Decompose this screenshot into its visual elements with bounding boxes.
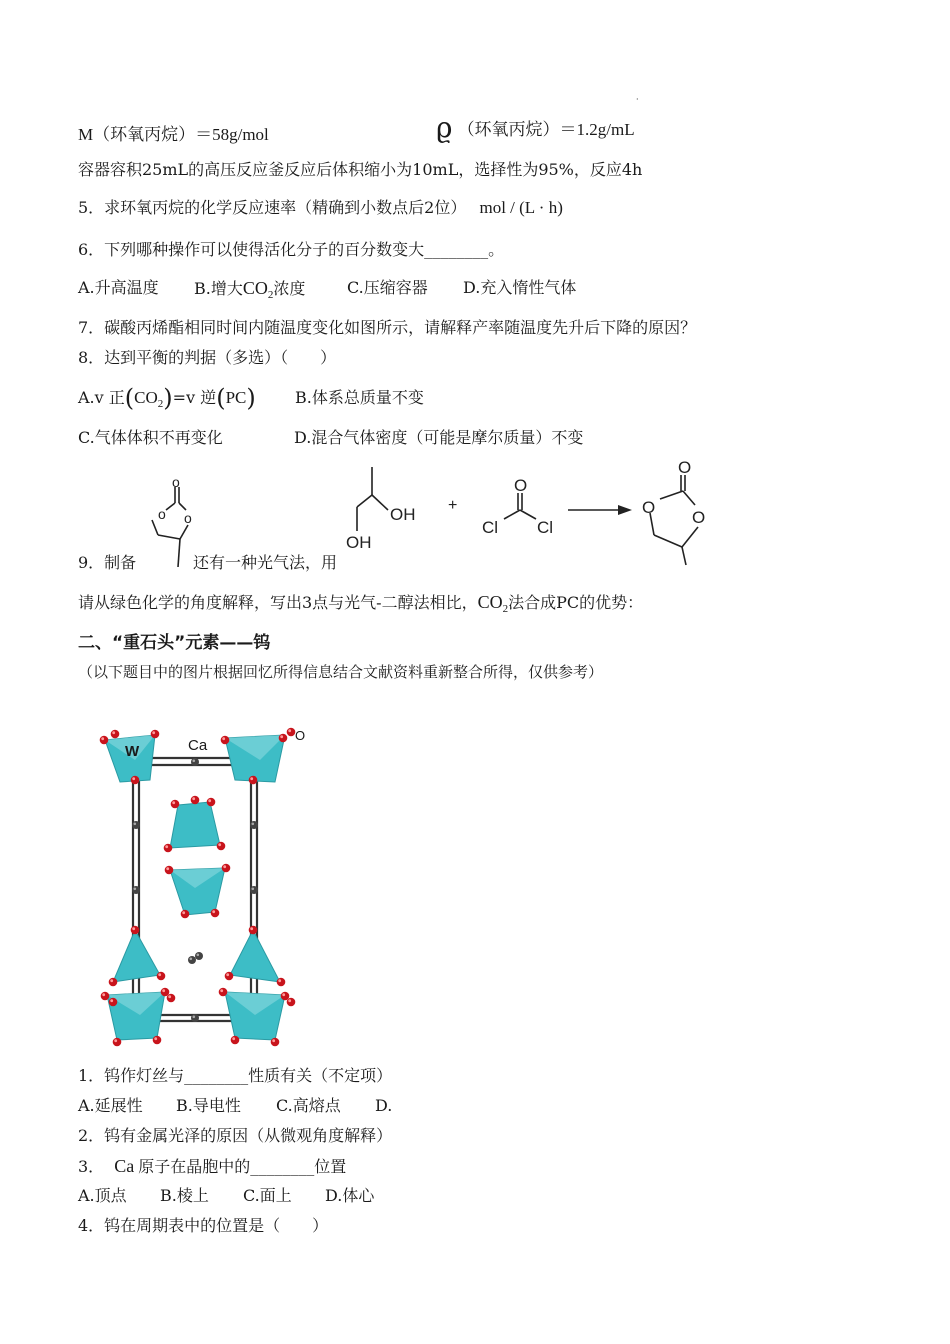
s2-q1-option-b: B.导电性	[176, 1096, 241, 1115]
paren-open-2: (	[216, 384, 226, 412]
q6-option-b-co: CO	[242, 278, 268, 298]
glycol-structure	[357, 467, 388, 531]
crystal-cell-figure	[95, 720, 310, 1055]
density-line	[436, 111, 635, 144]
q8-option-a	[78, 384, 256, 414]
q6-option-a: A.升高温度	[78, 278, 159, 297]
q8-option-a-pre: A.v 正	[78, 388, 125, 407]
q9-followup-pre: 请从绿色化学的角度解释，写出3点与光气-二醇法相比，	[78, 593, 478, 612]
question-8: 8．达到平衡的判据（多选）（ ）	[78, 348, 337, 367]
s2-q1-option-d: D.	[375, 1096, 393, 1115]
s2-q3-option-c: C.面上	[243, 1186, 292, 1205]
o-label: O	[295, 728, 306, 743]
density-text: （环氧丙烷）＝1.2g/mL	[457, 120, 635, 139]
question-9-label: 9．制备	[78, 553, 137, 572]
plus-sign: +	[448, 497, 458, 514]
s2-q3-post: 原子在晶胞中的________位置	[138, 1157, 347, 1176]
q9-followup-co: CO	[477, 592, 503, 612]
s2-question-1: 1．钨作灯丝与________性质有关（不定项）	[78, 1066, 393, 1085]
section-2-title: 二、“重石头”元素——钨	[78, 633, 271, 653]
s2-q1-option-c: C.高熔点	[276, 1096, 341, 1115]
s2-q1-option-a: A.延展性	[78, 1096, 143, 1115]
s2-question-2: 2．钨有金属光泽的原因（从微观角度解释）	[78, 1126, 393, 1145]
q6-option-d: D.充入惰性气体	[463, 278, 577, 297]
q6-option-b	[194, 278, 305, 305]
rate-unit: mol / (L · h)	[479, 198, 563, 217]
q8-option-c: C.气体体积不再变化	[78, 428, 223, 447]
question-7: 7．碳酸丙烯酯相同时间内随温度变化如图所示，请解释产率随温度先升后下降的原因？	[78, 318, 697, 337]
phosgene-cl-left: Cl	[482, 518, 499, 537]
section-2-note: （以下题目中的图片根据回忆所得信息结合文献资料重新整合所得，仅供参考）	[78, 663, 604, 681]
q8-option-a-mid: =v 逆	[172, 388, 217, 407]
q9-followup-sub: 2	[502, 603, 509, 615]
pc-carbonyl-o: O	[678, 458, 692, 477]
question-6: 6．下列哪种操作可以使得活化分子的百分数变大________。	[78, 240, 505, 259]
rho-symbol: ϱ	[436, 111, 453, 144]
svg-text:o: o	[172, 474, 180, 490]
ca-label: Ca	[188, 737, 208, 754]
glycol-oh-top: OH	[390, 505, 416, 524]
s2-question-4: 4．钨在周期表中的位置是（ ）	[78, 1216, 329, 1235]
q8-option-a-co: CO	[134, 388, 158, 407]
q8-option-a-pc: PC	[225, 388, 247, 407]
molar-mass-text: M（环氧丙烷）＝58g/mol	[78, 125, 269, 144]
s2-q3-option-b: B.棱上	[160, 1186, 209, 1205]
question-9-text: 还有一种光气法，用	[193, 553, 338, 572]
svg-text:o: o	[184, 510, 192, 526]
question-5	[78, 198, 563, 218]
condition-line: 容器容积25mL的高压反应釜反应后体积缩小为10mL，选择性为95%，反应4h	[78, 160, 643, 179]
q8-option-b: B.体系总质量不变	[295, 388, 424, 407]
w-label: W	[125, 743, 140, 760]
pc-ring-o-right: O	[692, 508, 706, 527]
s2-q3-option-a: A.顶点	[78, 1186, 127, 1205]
pc-ring-o-left: O	[642, 498, 656, 517]
s2-q3-pre: 3．	[78, 1157, 105, 1176]
paren-close: )	[163, 384, 173, 412]
pc-structure-small	[152, 487, 188, 567]
question-5-text: 5．求环氧丙烷的化学反应速率（精确到小数点后2位）	[78, 198, 467, 217]
s2-q3-ca: Ca	[114, 1156, 135, 1176]
s2-question-3	[78, 1156, 346, 1177]
q6-option-b-post: 浓度	[273, 279, 306, 298]
s2-q3-option-d: D.体心	[325, 1186, 375, 1205]
q6-option-b-pre: B.增大	[194, 279, 243, 298]
question-9-followup	[78, 592, 643, 619]
reaction-arrow	[568, 505, 632, 515]
phosgene-cl-right: Cl	[537, 518, 554, 537]
q6-option-c: C.压缩容器	[347, 278, 428, 297]
glycol-oh-bottom: OH	[346, 533, 372, 552]
paren-open: (	[124, 384, 135, 412]
q6-option-b-sub: 2	[267, 289, 274, 301]
q8-option-d: D.混合气体密度（可能是摩尔质量）不变	[294, 428, 584, 447]
phosgene-o: O	[514, 476, 528, 495]
page-dot: ·	[636, 95, 639, 104]
q9-followup-post: 法合成PC的优势：	[508, 593, 644, 612]
pc-product-structure	[650, 475, 698, 565]
svg-text:o: o	[158, 506, 166, 522]
molar-mass-line	[78, 125, 269, 145]
q8-option-a-sub: 2	[157, 398, 164, 410]
phosgene-structure	[504, 493, 536, 519]
paren-close-2: )	[246, 384, 256, 412]
